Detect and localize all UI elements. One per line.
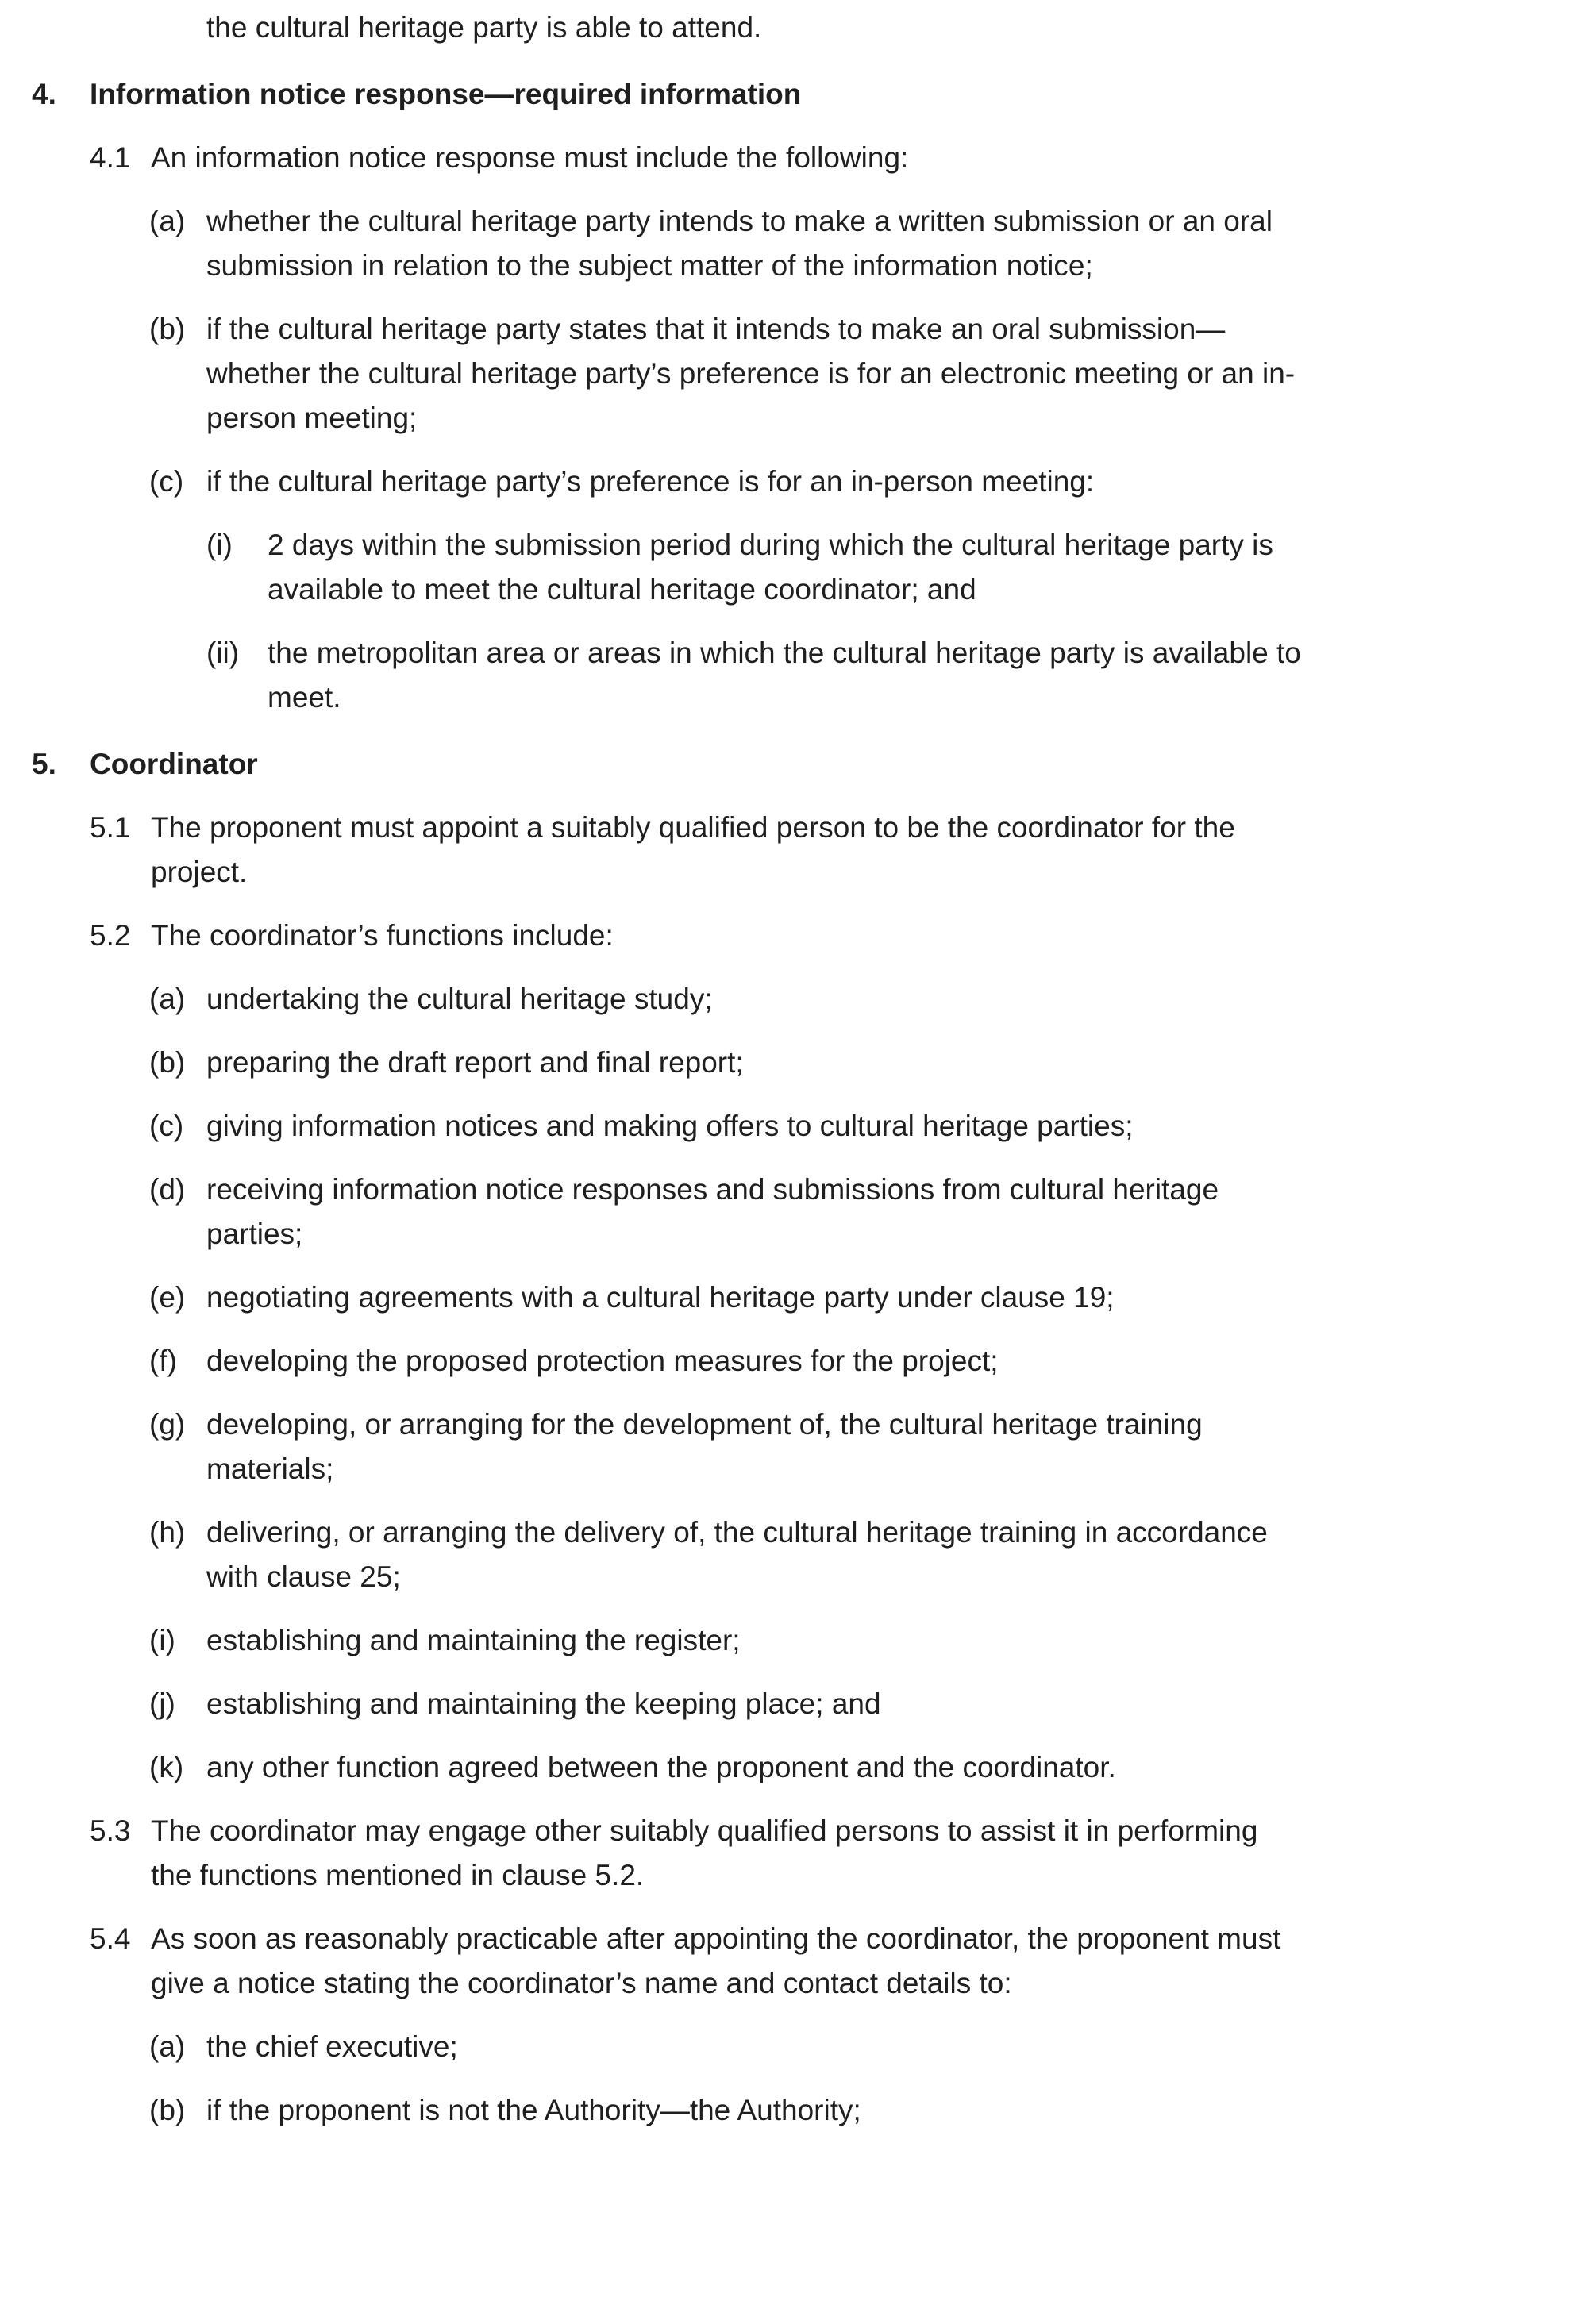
clause-number: 5.1 [90, 811, 131, 844]
clause-paragraph [0, 806, 1539, 895]
list-item [0, 1168, 1539, 1256]
paragraph-text: any other function agreed between the proponent and the coordinator. [206, 1751, 1116, 1783]
paragraph-text: negotiating agreements with a cultural heritage party under clause 19; [206, 1281, 1115, 1314]
clause-paragraph [0, 914, 1539, 958]
list-marker: (g) [149, 1408, 186, 1441]
list-marker: (i) [206, 529, 233, 561]
list-marker: (e) [149, 1281, 186, 1314]
paragraph-text: As soon as reasonably practicable after appointing the coordinator, the proponent must give a notice stating the coordinator’s name and contact details to: [151, 1922, 1281, 1999]
sub-list-item [0, 631, 1539, 720]
list-item [0, 1104, 1539, 1149]
list-marker: (k) [149, 1751, 184, 1783]
list-marker: (i) [149, 1624, 175, 1656]
clause-number: 5.4 [90, 1922, 131, 1955]
paragraph-text: delivering, or arranging the delivery of, the cultural heritage training in accordance with clause 25; [206, 1516, 1268, 1593]
paragraph-text: Coordinator [90, 748, 258, 780]
paragraph-text: giving information notices and making offers to cultural heritage parties; [206, 1110, 1134, 1142]
list-item [0, 1339, 1539, 1383]
paragraph-text: An information notice response must include the following: [151, 141, 909, 174]
continuation-paragraph [0, 6, 1539, 50]
clause-paragraph [0, 1809, 1539, 1898]
paragraph-text: preparing the draft report and final report; [206, 1046, 744, 1079]
list-marker: (b) [149, 313, 186, 345]
list-marker: (a) [149, 2030, 186, 2063]
list-marker: (a) [149, 983, 186, 1015]
list-item [0, 977, 1539, 1022]
paragraph-text: the cultural heritage party is able to attend. [206, 11, 762, 44]
paragraph-text: The coordinator may engage other suitably qualified persons to assist it in performing the functions mentioned in clause 5.2. [151, 1814, 1258, 1891]
list-item [0, 1402, 1539, 1491]
list-item [0, 307, 1539, 441]
list-marker: (c) [149, 1110, 184, 1142]
paragraph-text: The coordinator’s functions include: [151, 919, 614, 952]
section-heading [0, 72, 1539, 117]
clause-number: 4.1 [90, 141, 131, 174]
clause-number: 5.2 [90, 919, 131, 952]
paragraph-text: establishing and maintaining the register; [206, 1624, 741, 1656]
paragraph-text: developing, or arranging for the development of, the cultural heritage training materials; [206, 1408, 1203, 1485]
list-marker: (j) [149, 1687, 175, 1720]
list-marker: (b) [149, 1046, 186, 1079]
paragraph-text: receiving information notice responses and submissions from cultural heritage parties; [206, 1173, 1219, 1250]
paragraph-text: Information notice response—required information [90, 78, 802, 110]
section-heading [0, 742, 1539, 787]
clause-number: 5. [32, 748, 56, 780]
list-marker: (a) [149, 205, 186, 237]
list-marker: (ii) [206, 637, 240, 669]
list-item [0, 1276, 1539, 1320]
list-item [0, 1745, 1539, 1790]
list-marker: (c) [149, 465, 184, 498]
clause-paragraph [0, 136, 1539, 180]
list-item [0, 199, 1539, 288]
list-marker: (d) [149, 1173, 186, 1206]
clause-number: 4. [32, 78, 56, 110]
list-marker: (h) [149, 1516, 186, 1549]
sub-list-item [0, 523, 1539, 612]
paragraph-text: The proponent must appoint a suitably qualified person to be the coordinator for the project. [151, 811, 1235, 888]
list-item [0, 1682, 1539, 1726]
clause-paragraph [0, 1917, 1539, 2006]
paragraph-text: undertaking the cultural heritage study; [206, 983, 713, 1015]
clause-number: 5.3 [90, 1814, 131, 1847]
paragraph-text: 2 days within the submission period during which the cultural heritage party is available to meet the cultural heritage coordinator; and [268, 529, 1273, 606]
list-item [0, 2025, 1539, 2069]
paragraph-text: the metropolitan area or areas in which the cultural heritage party is available to meet. [268, 637, 1301, 714]
list-marker: (f) [149, 1345, 177, 1377]
list-item [0, 1041, 1539, 1085]
list-item [0, 2088, 1539, 2133]
list-item [0, 1618, 1539, 1663]
list-item [0, 1510, 1539, 1599]
paragraph-text: establishing and maintaining the keeping place; and [206, 1687, 881, 1720]
paragraph-text: if the cultural heritage party states that it intends to make an oral submission— whether the cultural heritage party’s preference is for an electronic meeting or an in- person meeting; [206, 313, 1296, 434]
list-item [0, 460, 1539, 504]
paragraph-text: developing the proposed protection measures for the project; [206, 1345, 999, 1377]
paragraph-text: if the proponent is not the Authority—the Authority; [206, 2094, 861, 2126]
list-marker: (b) [149, 2094, 186, 2126]
paragraph-text: if the cultural heritage party’s preference is for an in-person meeting: [206, 465, 1095, 498]
paragraph-text: the chief executive; [206, 2030, 458, 2063]
paragraph-text: whether the cultural heritage party intends to make a written submission or an oral submission in relation to the subject matter of the information notice; [206, 205, 1273, 282]
